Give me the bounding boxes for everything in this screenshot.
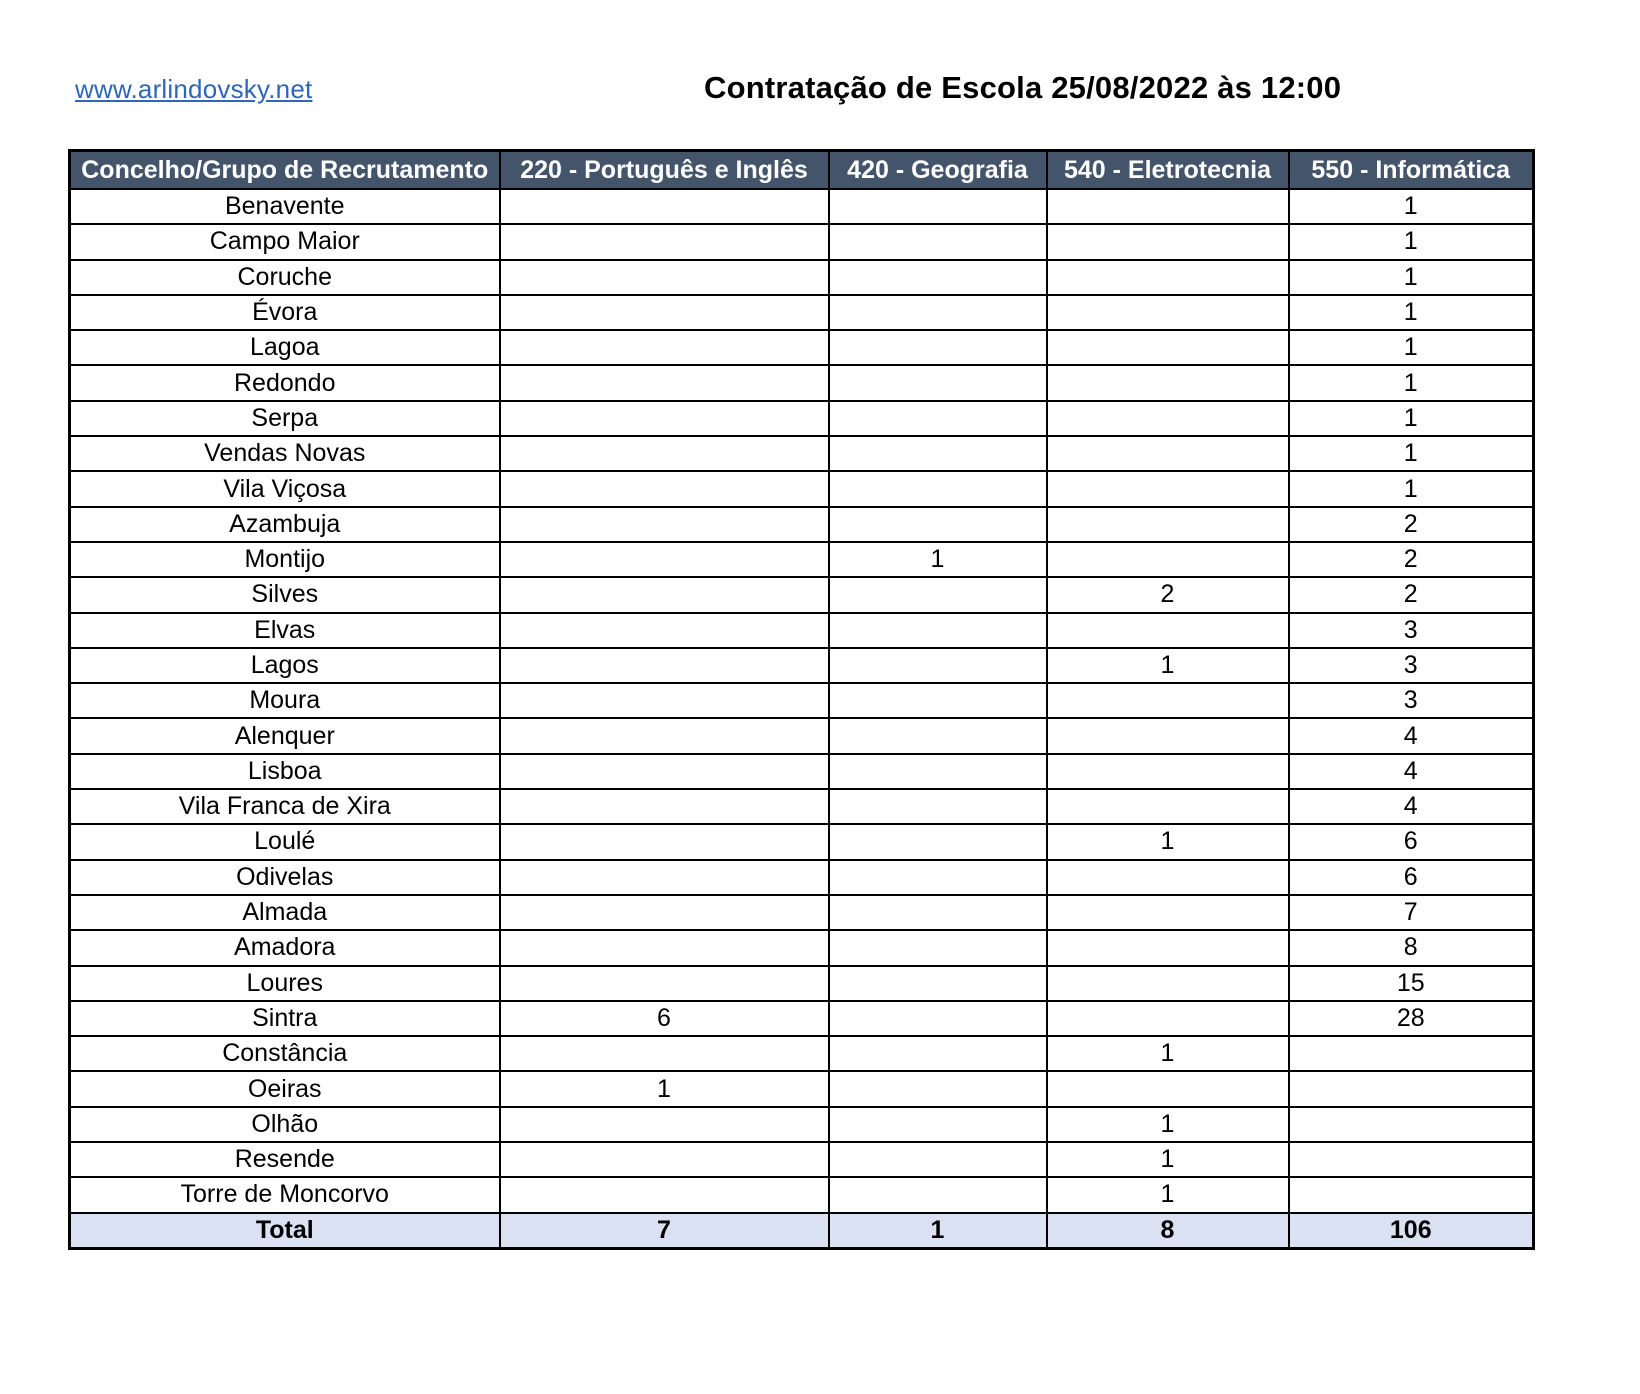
group-540-cell <box>1047 613 1289 648</box>
group-220-cell <box>500 648 829 683</box>
table-row <box>70 895 1534 930</box>
group-420-cell <box>829 754 1047 789</box>
group-540-cell <box>1047 330 1289 365</box>
group-540-cell: 1 <box>1047 1107 1289 1142</box>
group-420-cell <box>829 860 1047 895</box>
table-row <box>70 824 1534 859</box>
concelho-cell: Lagos <box>70 648 500 683</box>
group-540-cell <box>1047 260 1289 295</box>
column-header: 220 - Português e Inglês <box>500 151 829 190</box>
group-420-cell <box>829 966 1047 1001</box>
concelho-cell: Vila Franca de Xira <box>70 789 500 824</box>
table-row <box>70 1071 1534 1106</box>
group-540-cell: 1 <box>1047 1177 1289 1212</box>
group-220-cell <box>500 224 829 259</box>
concelho-cell: Moura <box>70 683 500 718</box>
group-420-cell: 1 <box>829 542 1047 577</box>
group-220-cell <box>500 436 829 471</box>
concelho-cell: Loures <box>70 966 500 1001</box>
group-550-cell: 6 <box>1289 824 1534 859</box>
group-420-cell <box>829 260 1047 295</box>
group-540-cell <box>1047 295 1289 330</box>
group-550-cell: 2 <box>1289 577 1534 612</box>
column-header: 540 - Eletrotecnia <box>1047 151 1289 190</box>
group-550-cell: 4 <box>1289 789 1534 824</box>
group-550-cell <box>1289 1107 1534 1142</box>
concelho-cell: Elvas <box>70 613 500 648</box>
group-540-cell <box>1047 966 1289 1001</box>
group-550-cell: 8 <box>1289 930 1534 965</box>
group-540-cell <box>1047 507 1289 542</box>
group-550-cell <box>1289 1071 1534 1106</box>
group-550-cell: 1 <box>1289 401 1534 436</box>
concelho-cell: Silves <box>70 577 500 612</box>
group-220-cell <box>500 824 829 859</box>
group-220-cell <box>500 683 829 718</box>
concelho-cell: Olhão <box>70 1107 500 1142</box>
group-540-cell <box>1047 1071 1289 1106</box>
group-220-cell <box>500 507 829 542</box>
group-540-cell <box>1047 224 1289 259</box>
table-row <box>70 789 1534 824</box>
group-550-cell: 3 <box>1289 648 1534 683</box>
group-220-cell <box>500 930 829 965</box>
group-420-cell <box>829 1036 1047 1071</box>
group-220-cell <box>500 1036 829 1071</box>
group-220-cell <box>500 860 829 895</box>
group-220-cell <box>500 613 829 648</box>
group-550-cell: 1 <box>1289 295 1534 330</box>
total-value: 8 <box>1047 1213 1289 1249</box>
group-420-cell <box>829 930 1047 965</box>
concelho-cell: Odivelas <box>70 860 500 895</box>
group-550-cell: 4 <box>1289 718 1534 753</box>
table-row <box>70 436 1534 471</box>
group-540-cell: 2 <box>1047 577 1289 612</box>
group-540-cell: 1 <box>1047 1142 1289 1177</box>
concelho-cell: Lagoa <box>70 330 500 365</box>
group-540-cell <box>1047 189 1289 224</box>
group-220-cell <box>500 577 829 612</box>
group-420-cell <box>829 189 1047 224</box>
table-row <box>70 295 1534 330</box>
group-550-cell: 15 <box>1289 966 1534 1001</box>
group-550-cell: 1 <box>1289 330 1534 365</box>
group-220-cell <box>500 365 829 400</box>
table-row <box>70 401 1534 436</box>
group-540-cell <box>1047 754 1289 789</box>
group-420-cell <box>829 471 1047 506</box>
concelho-cell: Resende <box>70 1142 500 1177</box>
table-row <box>70 260 1534 295</box>
page-title: Contratação de Escola 25/08/2022 às 12:00 <box>704 70 1342 105</box>
table-row <box>70 1107 1534 1142</box>
total-value: 106 <box>1289 1213 1534 1249</box>
group-420-cell <box>829 224 1047 259</box>
table-row <box>70 754 1534 789</box>
group-540-cell <box>1047 436 1289 471</box>
table-row <box>70 683 1534 718</box>
group-550-cell: 1 <box>1289 436 1534 471</box>
group-220-cell <box>500 754 829 789</box>
group-540-cell <box>1047 365 1289 400</box>
total-label: Total <box>70 1213 500 1249</box>
concelho-cell: Serpa <box>70 401 500 436</box>
group-220-cell <box>500 895 829 930</box>
group-420-cell <box>829 1107 1047 1142</box>
group-550-cell: 1 <box>1289 365 1534 400</box>
group-420-cell <box>829 1001 1047 1036</box>
group-550-cell <box>1289 1177 1534 1212</box>
table-header-row <box>70 151 1534 190</box>
concelho-cell: Azambuja <box>70 507 500 542</box>
group-540-cell <box>1047 860 1289 895</box>
group-220-cell <box>500 1107 829 1142</box>
concelho-cell: Sintra <box>70 1001 500 1036</box>
group-420-cell <box>829 577 1047 612</box>
group-220-cell <box>500 718 829 753</box>
group-420-cell <box>829 1142 1047 1177</box>
table-row <box>70 648 1534 683</box>
group-550-cell: 7 <box>1289 895 1534 930</box>
table-row <box>70 577 1534 612</box>
table-row <box>70 507 1534 542</box>
group-540-cell: 1 <box>1047 1036 1289 1071</box>
group-220-cell: 6 <box>500 1001 829 1036</box>
table-row <box>70 471 1534 506</box>
group-220-cell <box>500 189 829 224</box>
concelho-cell: Almada <box>70 895 500 930</box>
group-420-cell <box>829 507 1047 542</box>
group-550-cell <box>1289 1142 1534 1177</box>
group-220-cell <box>500 471 829 506</box>
table-row <box>70 1142 1534 1177</box>
concelho-cell: Oeiras <box>70 1071 500 1106</box>
group-550-cell: 1 <box>1289 189 1534 224</box>
group-420-cell <box>829 330 1047 365</box>
group-420-cell <box>829 365 1047 400</box>
group-550-cell: 1 <box>1289 260 1534 295</box>
group-420-cell <box>829 401 1047 436</box>
group-550-cell: 2 <box>1289 542 1534 577</box>
group-550-cell: 2 <box>1289 507 1534 542</box>
column-header: Concelho/Grupo de Recrutamento <box>70 151 500 190</box>
group-550-cell: 3 <box>1289 683 1534 718</box>
group-420-cell <box>829 648 1047 683</box>
table-body <box>70 189 1534 1248</box>
group-420-cell <box>829 824 1047 859</box>
group-550-cell: 1 <box>1289 224 1534 259</box>
concelho-cell: Campo Maior <box>70 224 500 259</box>
group-420-cell <box>829 613 1047 648</box>
site-link[interactable]: www.arlindovsky.net <box>75 74 313 104</box>
group-420-cell <box>829 683 1047 718</box>
concelho-cell: Redondo <box>70 365 500 400</box>
table-row <box>70 860 1534 895</box>
group-420-cell <box>829 436 1047 471</box>
table-row <box>70 1036 1534 1071</box>
group-220-cell <box>500 295 829 330</box>
group-540-cell <box>1047 401 1289 436</box>
group-540-cell: 1 <box>1047 824 1289 859</box>
concelho-cell: Alenquer <box>70 718 500 753</box>
table-row <box>70 613 1534 648</box>
column-header: 550 - Informática <box>1289 151 1534 190</box>
group-540-cell <box>1047 930 1289 965</box>
table-row <box>70 966 1534 1001</box>
group-220-cell <box>500 260 829 295</box>
concelho-cell: Loulé <box>70 824 500 859</box>
group-420-cell <box>829 789 1047 824</box>
table-row <box>70 330 1534 365</box>
group-550-cell <box>1289 1036 1534 1071</box>
group-540-cell <box>1047 789 1289 824</box>
table-row <box>70 189 1534 224</box>
concelho-cell: Montijo <box>70 542 500 577</box>
group-540-cell <box>1047 683 1289 718</box>
group-540-cell <box>1047 718 1289 753</box>
group-220-cell <box>500 401 829 436</box>
concelho-cell: Coruche <box>70 260 500 295</box>
concelho-cell: Torre de Moncorvo <box>70 1177 500 1212</box>
recruitment-table <box>68 149 1535 1250</box>
group-550-cell: 28 <box>1289 1001 1534 1036</box>
group-420-cell <box>829 1177 1047 1212</box>
table-row <box>70 930 1534 965</box>
group-220-cell <box>500 1177 829 1212</box>
group-420-cell <box>829 718 1047 753</box>
group-220-cell <box>500 1142 829 1177</box>
concelho-cell: Constância <box>70 1036 500 1071</box>
concelho-cell: Amadora <box>70 930 500 965</box>
group-220-cell <box>500 330 829 365</box>
group-550-cell: 3 <box>1289 613 1534 648</box>
group-540-cell <box>1047 471 1289 506</box>
table-row <box>70 1177 1534 1212</box>
table-row <box>70 718 1534 753</box>
concelho-cell: Vendas Novas <box>70 436 500 471</box>
total-value: 1 <box>829 1213 1047 1249</box>
group-540-cell: 1 <box>1047 648 1289 683</box>
concelho-cell: Évora <box>70 295 500 330</box>
concelho-cell: Lisboa <box>70 754 500 789</box>
group-220-cell <box>500 542 829 577</box>
group-540-cell <box>1047 895 1289 930</box>
concelho-cell: Benavente <box>70 189 500 224</box>
group-420-cell <box>829 1071 1047 1106</box>
total-row <box>70 1213 1534 1249</box>
total-value: 7 <box>500 1213 829 1249</box>
table-row <box>70 1001 1534 1036</box>
group-550-cell: 4 <box>1289 754 1534 789</box>
table-row <box>70 542 1534 577</box>
group-220-cell <box>500 966 829 1001</box>
column-header: 420 - Geografia <box>829 151 1047 190</box>
group-540-cell <box>1047 1001 1289 1036</box>
group-550-cell: 6 <box>1289 860 1534 895</box>
group-220-cell: 1 <box>500 1071 829 1106</box>
table-row <box>70 365 1534 400</box>
group-220-cell <box>500 789 829 824</box>
group-420-cell <box>829 295 1047 330</box>
group-540-cell <box>1047 542 1289 577</box>
table-row <box>70 224 1534 259</box>
group-420-cell <box>829 895 1047 930</box>
concelho-cell: Vila Viçosa <box>70 471 500 506</box>
group-550-cell: 1 <box>1289 471 1534 506</box>
